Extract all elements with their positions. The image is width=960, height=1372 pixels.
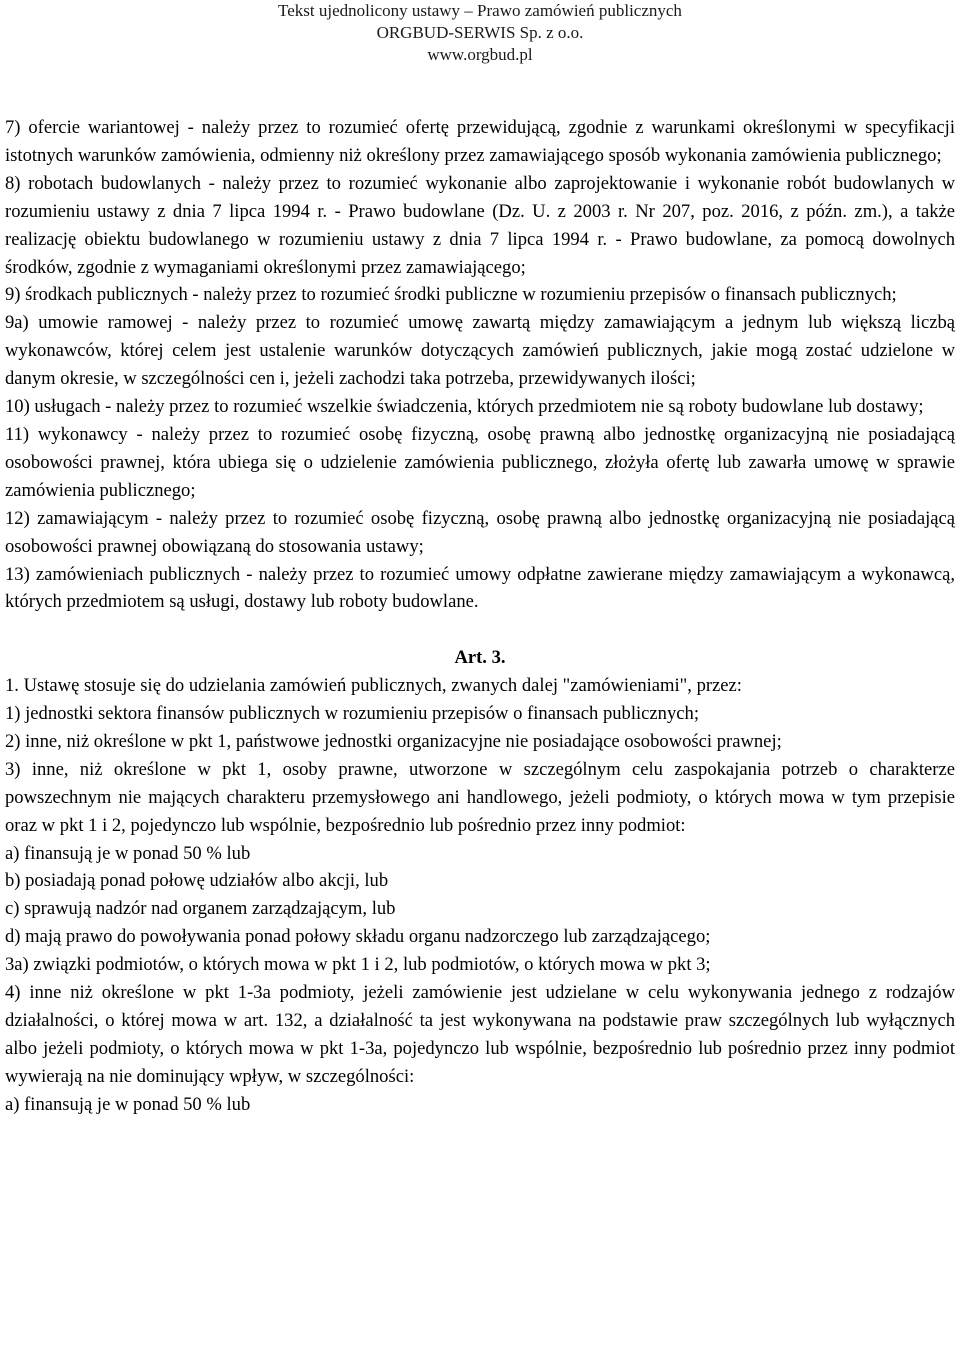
page-header xyxy=(0,0,960,66)
document-body xyxy=(5,114,955,1119)
article-point-3-c: c) sprawują nadzór nad organem zarządzającym, lub xyxy=(5,898,396,920)
definition-13: 13) zamówieniach publicznych - należy przez to rozumieć umowy odpłatne zawierane między zamawiającym a wykonawcą, których przedmiotem są usługi, dostawy lub roboty budowlane. xyxy=(5,563,955,613)
definition-12: 12) zamawiającym - należy przez to rozumieć osobę fizyczną, osobę prawną albo jednostkę organizacyjną nie posiadającą osobowości prawnej obowiązaną do stosowania ustawy; xyxy=(5,507,955,557)
article-point-4: 4) inne niż określone w pkt 1-3a podmioty, jeżeli zamówienie jest udzielane w celu wykonywania jednego z rodzajów działalności, o której mowa w art. 132, a działalność ta jest wykonywana na podstawie praw szczególnych lub wyłącznych albo jeżeli podmioty, o których mowa w pkt 1-3a, pojedynczo lub wspólnie, bezpośrednio lub pośrednio przez inny podmiot wywierają na nie dominujący wpływ, w szczególności: xyxy=(5,982,955,1087)
definition-9a: 9a) umowie ramowej - należy przez to rozumieć umowę zawartą między zamawiającym a jednym lub większą liczbą wykonawców, której celem jest ustalenie warunków dotyczących zamówień publicznych, jakie mogą zostać udzielone w danym okresie, w szczególności cen i, jeżeli zachodzi taka potrzeba, przewidywanych ilości; xyxy=(5,312,955,390)
article-point-1: 1) jednostki sektora finansów publicznych w rozumieniu przepisów o finansach publicznych; xyxy=(5,703,699,725)
article-point-3a: 3a) związki podmiotów, o których mowa w pkt 1 i 2, lub podmiotów, o których mowa w pkt 3; xyxy=(5,954,711,976)
definition-7: 7) ofercie wariantowej - należy przez to rozumieć ofertę przewidującą, zgodnie z warunkami określonymi w specyfikacji istotnych warunków zamówienia, odmienny niż określony przez zamawiającego sposób wykonania zamówienia publicznego; xyxy=(5,117,955,166)
header-website: www.orgbud.pl xyxy=(427,45,533,64)
article-point-4-a: a) finansują je w ponad 50 % lub xyxy=(5,1093,251,1115)
article-point-3-d: d) mają prawo do powoływania ponad połowy składu organu nadzorczego lub zarządzającego; xyxy=(5,926,711,948)
header-company: ORGBUD-SERWIS Sp. z o.o. xyxy=(376,23,584,42)
definition-8: 8) robotach budowlanych - należy przez to rozumieć wykonanie albo zaprojektowanie i wykonanie robót budowlanych w rozumieniu ustawy z dnia 7 lipca 1994 r. - Prawo budowlane (Dz. U. z 2003 r. Nr 207, poz. 2016, z późn. zm.), a także realizację obiektu budowlanego w rozumieniu ustawy z dnia 7 lipca 1994 r. - Prawo budowlane, za pomocą dowolnych środków, zgodnie z wymaganiami określonymi przez zamawiającego; xyxy=(5,172,955,278)
article-point-2: 2) inne, niż określone w pkt 1, państwowe jednostki organizacyjne nie posiadające osobowości prawnej; xyxy=(5,730,782,752)
article-point-3-b: b) posiadają ponad połowę udziałów albo akcji, lub xyxy=(5,870,389,892)
spacer xyxy=(5,616,955,644)
definition-9: 9) środkach publicznych - należy przez to rozumieć środki publiczne w rozumieniu przepisów o finansach publicznych; xyxy=(5,284,897,306)
definition-11: 11) wykonawcy - należy przez to rozumieć osobę fizyczną, osobę prawną albo jednostkę organizacyjną nie posiadającą osobowości prawnej, która ubiega się o udzielenie zamówienia publicznego, złożyła ofertę lub zawarła umowę w sprawie zamówienia publicznego; xyxy=(5,423,955,501)
article-heading: Art. 3. xyxy=(454,647,506,669)
article-point-3-a: a) finansują je w ponad 50 % lub xyxy=(5,842,251,864)
article-point-3: 3) inne, niż określone w pkt 1, osoby prawne, utworzone w szczególnym celu zaspokajania potrzeb o charakterze powszechnym nie mających charakteru przemysłowego ani handlowego, jeżeli podmioty, o których mowa w tym przepisie oraz w pkt 1 i 2, pojedynczo lub wspólnie, bezpośrednio lub pośrednio przez inny podmiot: xyxy=(5,758,955,836)
definition-10: 10) usługach - należy przez to rozumieć wszelkie świadczenia, których przedmiotem nie są roboty budowlane lub dostawy; xyxy=(5,396,924,418)
header-title: Tekst ujednolicony ustawy – Prawo zamówień publicznych xyxy=(278,1,682,20)
article-paragraph-1: 1. Ustawę stosuje się do udzielania zamówień publicznych, zwanych dalej "zamówieniami", przez: xyxy=(5,675,742,697)
